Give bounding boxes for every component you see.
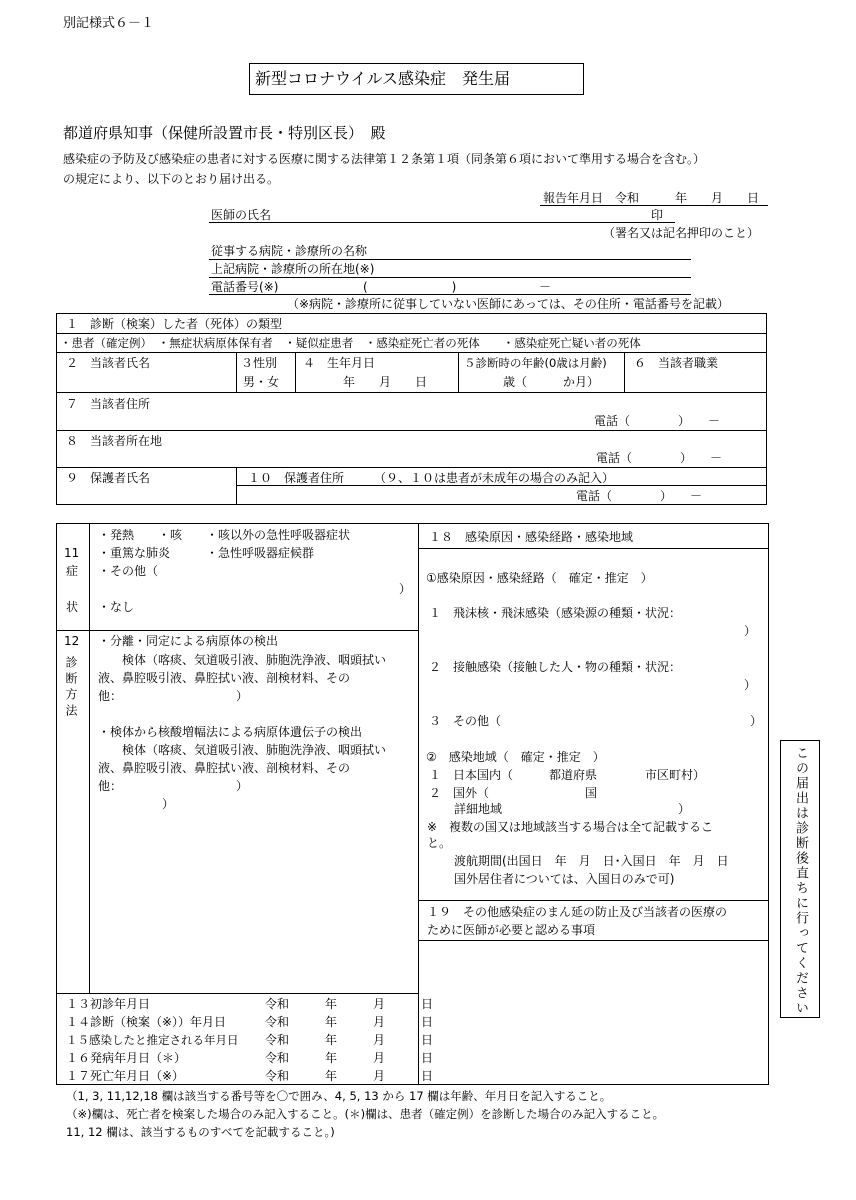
intro-line-2: の規定により、以下のとおり届け出る。 bbox=[63, 172, 280, 186]
intro-line-1: 感染症の予防及び感染症の患者に対する医療に関する法律第１２条第１項（同条第６項において準用する場合を含む。） bbox=[63, 152, 706, 166]
row-line bbox=[56, 333, 767, 334]
row-line bbox=[56, 352, 767, 353]
guardian-name-label: ９ 保護者氏名 bbox=[66, 471, 151, 485]
row-line bbox=[56, 467, 767, 468]
col-line bbox=[236, 352, 237, 392]
footnote-3: 11, 12 欄は、該当するものすべてを記載すること。) bbox=[66, 1125, 335, 1139]
date-label-16: １６発病年月日（＊） bbox=[66, 1051, 187, 1065]
row-line bbox=[56, 993, 418, 994]
hospital-name-label: 従事する病院・診療所の名称 bbox=[211, 244, 368, 258]
date-label-17: １７死亡年月日（※） bbox=[66, 1069, 185, 1083]
report-date: 報告年月日 令和 年 月 日 bbox=[543, 191, 760, 205]
seal-label: 印 bbox=[651, 208, 664, 222]
job-label: ６ 当該者職業 bbox=[634, 356, 719, 370]
symptoms-number: 11 bbox=[64, 546, 80, 560]
hospital-address-label: 上記病院・診療所の所在地(※) bbox=[211, 262, 375, 276]
sex-value: 男・女 bbox=[243, 375, 280, 389]
col-line bbox=[624, 352, 625, 392]
date-label-14: １４診断（検案（※））年月日 bbox=[66, 1015, 227, 1029]
diagnosis-label: 診断方法 bbox=[64, 656, 78, 720]
infection-line: ①感染原因・感染経路（ 確定・推定 ） bbox=[426, 571, 653, 585]
symptom-line: ・重篤な肺炎 ・急性呼吸器症候群 bbox=[98, 546, 315, 560]
symptom-line: ） bbox=[399, 582, 412, 596]
name-label: ２ 当該者氏名 bbox=[66, 356, 151, 370]
form-id: 別記様式６－１ bbox=[63, 16, 155, 31]
phone-note: （※病院・診療所に従事していない医師にあっては、その住所・電話番号を記載） bbox=[287, 297, 729, 311]
guardian-phone: 電話（ ） － bbox=[576, 489, 703, 503]
row-line bbox=[56, 392, 767, 393]
hospital-address-rule bbox=[209, 277, 691, 278]
report-date-rule bbox=[540, 205, 768, 206]
row-line bbox=[56, 630, 418, 631]
location-phone: 電話（ ） － bbox=[596, 451, 723, 465]
doctor-name-label: 医師の氏名 bbox=[211, 208, 272, 222]
address-phone: 電話（ ） － bbox=[594, 414, 721, 428]
addressee: 都道府県知事（保健所設置市長・特別区長） 殿 bbox=[63, 124, 386, 142]
dob-value: 年 月 日 bbox=[343, 375, 428, 389]
seal-note: （署名又は記名押印のこと） bbox=[603, 226, 760, 240]
infection-line: ２ 国外（ 国 bbox=[429, 786, 598, 800]
infection-line: 詳細地域 bbox=[454, 802, 503, 816]
infection-line: ② 感染地域（ 確定・推定 ） bbox=[426, 750, 605, 764]
date-label-13: １３初診年月日 bbox=[66, 997, 151, 1011]
infection-line: １ 飛沫核・飛沫感染（感染源の種類・状況： bbox=[429, 606, 682, 620]
date-label-15: １５感染したと推定される年月日 bbox=[66, 1033, 239, 1047]
hospital-name-rule bbox=[209, 259, 691, 260]
diagnosis-line: 液、鼻腔吸引液、鼻腔拭い液、剖検材料、その bbox=[98, 761, 351, 775]
age-label: ５診断時の年齢(0歳は月齢) bbox=[464, 356, 607, 370]
diagnosis-line: ・分離・同定による病原体の検出 bbox=[98, 634, 279, 648]
infection-line: 渡航期間(出国日 年 月 日･入国日 年 月 日 bbox=[454, 854, 729, 868]
row-line bbox=[418, 940, 769, 941]
symptom-line: ・なし bbox=[98, 600, 135, 614]
date-value-15: 令和 年 月 日 bbox=[265, 1033, 434, 1047]
infection-line: と。 bbox=[427, 836, 452, 850]
col-line bbox=[458, 352, 459, 392]
phone-rule bbox=[209, 294, 691, 295]
diagnosis-line: ） bbox=[162, 797, 175, 811]
doctor-name-rule bbox=[209, 222, 675, 223]
diagnosis-line: ・検体から核酸増幅法による病原体遺伝子の検出 bbox=[98, 725, 363, 739]
phone-paren: ( ) bbox=[363, 280, 457, 294]
diagnosis-line: 他： ） bbox=[98, 689, 249, 703]
section19-line: ために医師が必要と認める事項 bbox=[427, 923, 596, 937]
symptoms-label-a: 症 bbox=[66, 564, 79, 578]
date-value-17: 令和 年 月 日 bbox=[265, 1069, 434, 1083]
footnote-2: （※)欄は、死亡者を検案した場合のみ記入すること。(＊)欄は、患者（確定例）を診断した場合のみ記入すること。 bbox=[66, 1107, 665, 1121]
diagnosis-line: 液、鼻腔吸引液、鼻腔拭い液、剖検材料、その bbox=[98, 671, 351, 685]
dob-label: ４ 生年月日 bbox=[303, 356, 376, 370]
symptoms-label-b: 状 bbox=[66, 600, 79, 614]
label-col-line bbox=[89, 523, 90, 993]
guardian-address-label: １０ 保護者住所 （９、１０は患者が未成年の場合のみ記入） bbox=[248, 471, 615, 485]
infection-line: ※ 複数の国又は地域該当する場合は全て記載するこ bbox=[427, 820, 714, 834]
diagnosis-line: 検体（喀痰、気道吸引液、肺胞洗浄液、咽頭拭い bbox=[98, 653, 387, 667]
infection-line: ２ 接触感染（接触した人・物の種類・状況： bbox=[429, 660, 682, 674]
col-line bbox=[295, 352, 296, 392]
diagnosis-line: 他： ） bbox=[98, 779, 249, 793]
page-title: 新型コロナウイルス感染症 発生届 bbox=[255, 69, 511, 88]
phone-label: 電話番号(※) bbox=[211, 280, 279, 294]
location-label: ８ 当該者所在地 bbox=[66, 434, 163, 448]
infection-line: １ 日本国内（ 都道府県 市区町村） bbox=[429, 768, 706, 782]
infection-line: ３ その他（ bbox=[429, 714, 502, 728]
infection-line: 国外居住者については、入国日のみで可) bbox=[454, 872, 675, 886]
symptom-line: ・発熱 ・咳 ・咳以外の急性呼吸器症状 bbox=[98, 528, 351, 542]
date-value-16: 令和 年 月 日 bbox=[265, 1051, 434, 1065]
date-value-13: 令和 年 月 日 bbox=[265, 997, 434, 1011]
row-line bbox=[56, 430, 767, 431]
age-value: 歳（ か月） bbox=[503, 375, 600, 389]
footnote-1: （1, 3, 11,12,18 欄は該当する番号等を〇で囲み、4, 5, 13 から 17 欄は年齢、年月日を記入すること。 bbox=[66, 1089, 612, 1103]
section1-options: ・患者（確定例） ・無症状病原体保有者 ・疑似症患者 ・感染症死亡者の死体 ・感染症死亡疑い者の死体 bbox=[60, 336, 641, 350]
section1-label: １ 診断（検案）した者（死体）の類型 bbox=[66, 317, 283, 331]
infection-line: ） bbox=[744, 678, 757, 692]
infection-header: １８ 感染原因・感染経路・感染地域 bbox=[429, 530, 634, 544]
address-label: ７ 当該者住所 bbox=[66, 397, 151, 411]
section19-line: １９ その他感染症のまん延の防止及び当該者の医療の bbox=[427, 905, 728, 919]
diagnosis-number: 12 bbox=[64, 634, 80, 648]
row-line bbox=[418, 548, 769, 549]
date-value-14: 令和 年 月 日 bbox=[265, 1015, 434, 1029]
diagnosis-line: 検体（喀痰、気道吸引液、肺胞洗浄液、咽頭拭い bbox=[98, 743, 387, 757]
infection-line: ） bbox=[750, 714, 763, 728]
col-line bbox=[236, 467, 237, 505]
symptom-line: ・その他（ bbox=[98, 564, 159, 578]
infection-line: ） bbox=[744, 624, 757, 638]
row-line bbox=[418, 900, 769, 901]
phone-dash: － bbox=[539, 280, 552, 294]
infection-line: ） bbox=[678, 802, 691, 816]
side-note: この届出は診断後直ちに行ってください bbox=[793, 746, 808, 1016]
sex-label: ３性別 bbox=[241, 356, 278, 370]
